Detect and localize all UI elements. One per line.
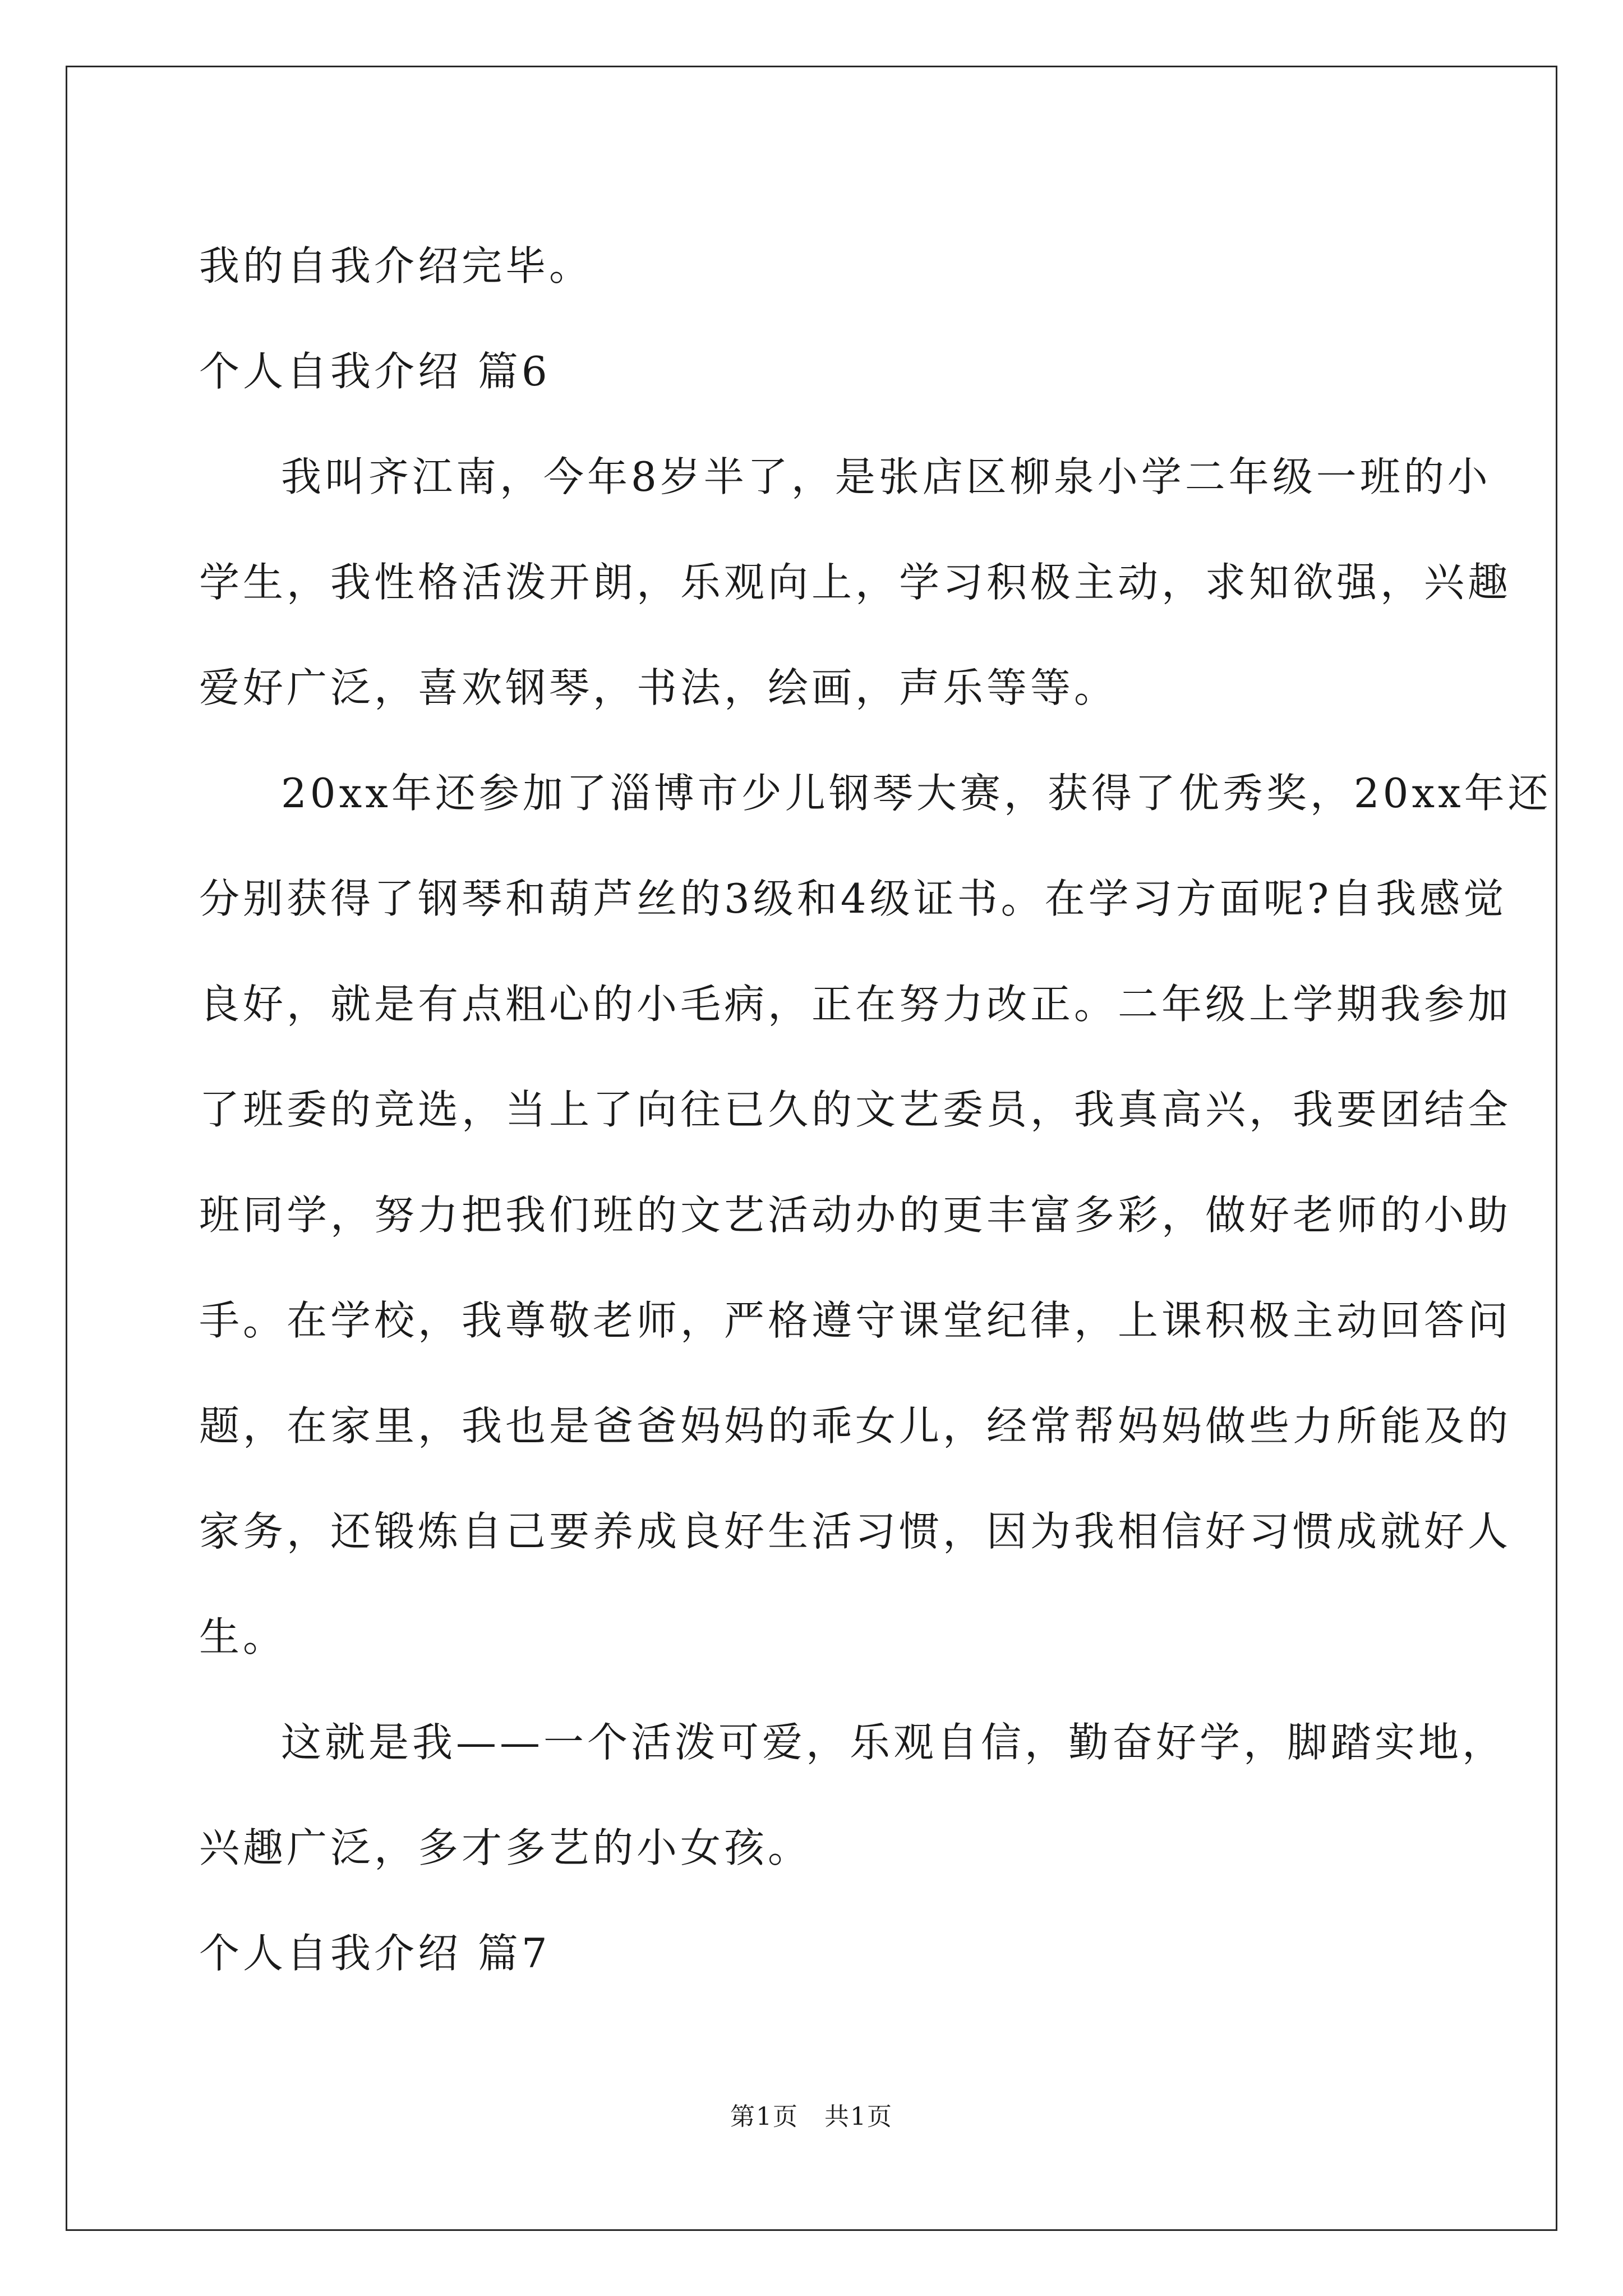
- paragraph-line: 爱好广泛，喜欢钢琴，书法，绘画，声乐等等。: [199, 664, 1118, 711]
- paragraph-line: 兴趣广泛，多才多艺的小女孩。: [199, 1824, 812, 1871]
- section-heading-7: 个人自我介绍 篇7: [199, 1930, 551, 1977]
- paragraph-line: 班同学，努力把我们班的文艺活动办的更丰富多彩，做好老师的小助: [199, 1191, 1512, 1239]
- paragraph-line: 分别获得了钢琴和葫芦丝的3级和4级证书。在学习方面呢?自我感觉: [199, 875, 1507, 922]
- paragraph-line: 题，在家里，我也是爸爸妈妈的乖女儿，经常帮妈妈做些力所能及的: [199, 1402, 1512, 1450]
- paragraph-line: 了班委的竞选，当上了向往已久的文艺委员，我真高兴，我要团结全: [199, 1086, 1512, 1133]
- page-footer: 第1页 共1页: [730, 2102, 893, 2131]
- closing-line: 我的自我介绍完毕。: [199, 242, 593, 289]
- paragraph-line: 学生，我性格活泼开朗，乐观向上，学习积极主动，求知欲强，兴趣: [199, 559, 1512, 606]
- paragraph-line: 手。在学校，我尊敬老师，严格遵守课堂纪律，上课积极主动回答问: [199, 1297, 1512, 1344]
- section-heading-6: 个人自我介绍 篇6: [199, 348, 551, 395]
- document-body: [199, 213, 1552, 2006]
- paragraph-line: 我叫齐江南，今年8岁半了，是张店区柳泉小学二年级一班的小: [281, 453, 1491, 500]
- paragraph-line: 良好，就是有点粗心的小毛病，正在努力改正。二年级上学期我参加: [199, 981, 1512, 1028]
- paragraph-line: 20xx年还参加了淄博市少儿钢琴大赛，获得了优秀奖，20xx年还: [281, 770, 1552, 817]
- paragraph-line: 家务，还锻炼自己要养成良好生活习惯，因为我相信好习惯成就好人: [199, 1508, 1512, 1555]
- paragraph-line: 这就是我——一个活泼可爱，乐观自信，勤奋好学，脚踏实地，: [281, 1719, 1506, 1766]
- paragraph-line: 生。: [199, 1613, 287, 1660]
